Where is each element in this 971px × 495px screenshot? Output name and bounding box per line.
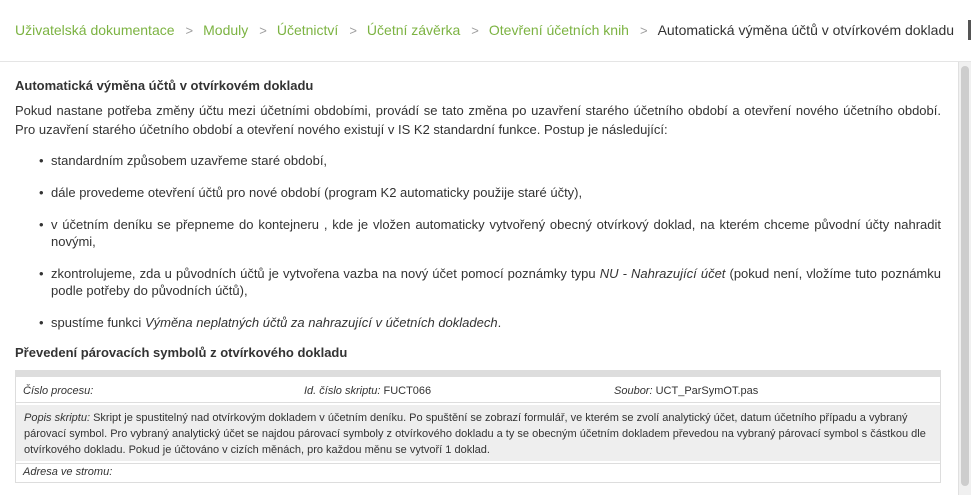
chevron-right-icon: > [471,22,479,38]
bullet-icon: • [39,185,44,200]
breadcrumb-link-modules[interactable]: Moduly [203,22,249,38]
tree-address-cell: Adresa ve stromu: [23,466,113,478]
main-content [15,78,941,360]
bullet-icon: • [39,266,44,281]
note-type-reference: NU - Nahrazující účet [599,266,726,281]
table-row [16,383,940,403]
tree-address-row [16,463,940,483]
section-heading-pairing-symbols: Převedení párovacích symbolů z otvírkového dokladu [15,345,348,360]
breadcrumb-link-documentation[interactable]: Uživatelská dokumentace [15,22,175,38]
scrollbar-thumb[interactable] [961,66,969,486]
chevron-right-icon: > [349,22,357,38]
breadcrumb-link-accounting[interactable]: Účetnictví [276,22,339,38]
intro-paragraph: Pokud nastane potřeba změny účtu mezi účetními obdobími, provádí se tato změna po uzavření starého účetního období a otevření nového účetního období. Pro uzavření starého účetního období a otevření nového existují v IS K2 standardní funkce. Postup je následující: [15,103,941,137]
breadcrumb-current: Automatická výměna účtů v otvírkovém dokladu [657,22,955,38]
breadcrumb-row [15,22,954,38]
script-description-row: Popis skriptu: Skript je spustitelný nad otvírkovým dokladem v účetním deníku. Po spuštění se zobrazí formulář, ve kterém se zvolí analytický účet, datum účetního případu a vybraný párovací symbol. Pro vybraný analytický účet se najdou párovací symboly z otvírkového dokladu a ty se obecným účetním dokladem převedou na vybraný párovací symbol s částkou dle otvírkového dokladu. Pokud je účtováno v cizích měnách, pro každou měnu se vytvoří 1 doklad. [16,405,940,461]
list-item: • zkontrolujeme, zda u původních účtů je vytvořena vazba na nový účet pomocí poznámky typu NU - Nahrazující účet (pokud není, vložíme tuto poznámku podle potřeby do původních účtů), [39,266,941,298]
script-id-cell: Id. číslo skriptu: FUCT066 [304,385,432,397]
breadcrumb-link-opening-books[interactable]: Otevření účetních knih [488,22,629,38]
list-item: • v účetním deníku se přepneme do kontejneru , kde je vložen automaticky vytvořený obecný otvírkový doklad, na kterém chceme původní účty nahradit novými, [39,217,941,249]
steps-list [15,152,941,331]
section-heading-account-exchange: Automatická výměna účtů v otvírkovém dokladu [15,78,314,93]
script-description-text: Skript je spustitelný nad otvírkovým dokladem v účetním deníku. Po spuštění se zobrazí formulář, ve kterém se zvolí analytický účet, datum účetního případu a vybraný párovací symbol. Pro vybraný analytický účet se najdou párovací symboly z otvírkového dokladu a ty se obecným účetním dokladem převedou na vybraný párovací symbol s částkou dle otvírkového dokladu. Pokud je účtováno v cizích měnách, pro každou měnu se vytvoří 1 doklad. [24,412,926,456]
list-item: • dále provedeme otevření účtů pro nové období (program K2 automaticky použije staré účty), [39,185,583,200]
breadcrumb [0,0,971,62]
chevron-right-icon: > [259,22,267,38]
process-number-cell: Číslo procesu: [23,385,94,397]
bullet-icon: • [39,217,44,232]
chevron-right-icon: > [185,22,194,38]
list-item: • spustíme funkci Výměna neplatných účtů za nahrazující v účetních dokladech. [39,315,502,330]
breadcrumb-link-year-end[interactable]: Účetní závěrka [366,22,461,38]
bullet-icon: • [39,315,44,330]
list-item: • standardním způsobem uzavřeme staré období, [39,153,328,168]
file-name-cell: Soubor: UCT_ParSymOT.pas [614,385,759,397]
function-name-reference: Výměna neplatných účtů za nahrazující v účetních dokladech [144,315,498,330]
script-info-table [15,370,941,483]
bullet-icon: • [39,153,44,168]
chevron-right-icon: > [639,22,648,38]
